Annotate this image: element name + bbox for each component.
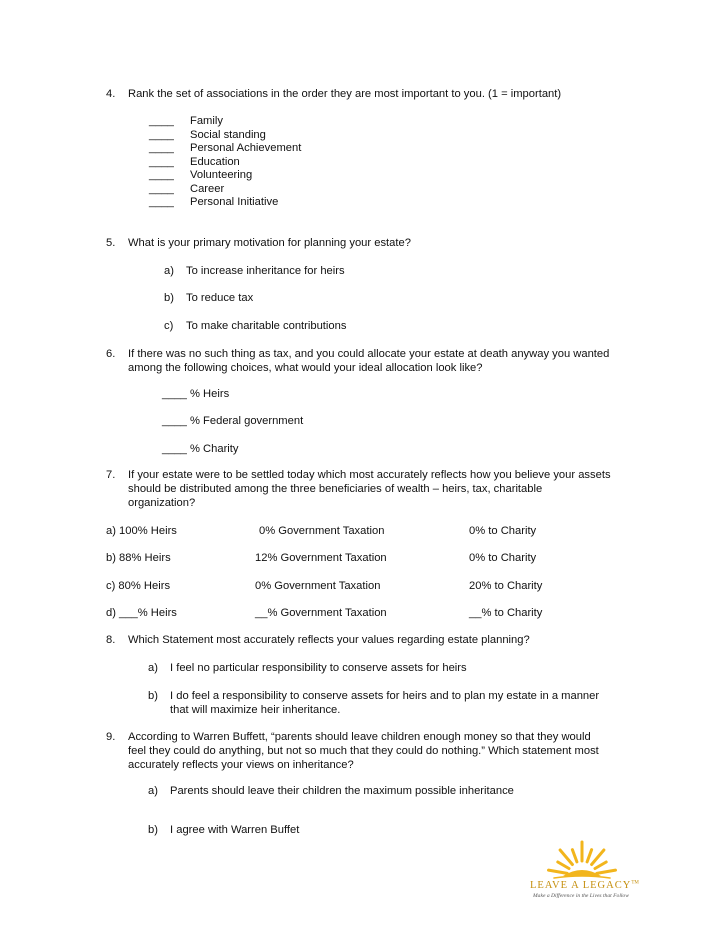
q7-row-charity: 0% to Charity [469, 552, 537, 564]
sun-ray [595, 862, 606, 869]
q7-row-heirs: b) 88% Heirs [106, 552, 171, 564]
sun-ray [592, 850, 604, 865]
q8-option-text-line1: I do feel a responsibility to conserve assets for heirs and to plan my estate in a manner [170, 690, 600, 702]
q9-text-line2: feel they could do anything, but not so much that they could do nothing.” Which statement most [128, 745, 599, 757]
q4-item-personal-achievement: Personal Achievement [190, 142, 302, 154]
q5-option-letter: a) [164, 265, 174, 277]
q4-item-volunteering: Volunteering [190, 169, 253, 181]
q7-row-heirs: d) ___% Heirs [106, 607, 177, 619]
q6-text-line1: If there was no such thing as tax, and you could allocate your estate at death anyway you wanted [128, 348, 610, 360]
q8-option-text-line2: that will maximize heir inheritance. [170, 704, 341, 716]
q7-row-charity: 20% to Charity [469, 580, 543, 592]
q7-row-charity: __% to Charity [469, 607, 543, 619]
q5-option-text: To make charitable contributions [186, 320, 347, 332]
q4-item-personal-initiative: Personal Initiative [190, 196, 279, 208]
q7-row-heirs: a) 100% Heirs [106, 525, 177, 537]
q4-blank: ____ [149, 128, 174, 141]
q4-blank: ____ [149, 182, 174, 195]
sun-icon [530, 836, 650, 882]
q4-item-career: Career [190, 182, 225, 195]
q5-number: 5. [106, 237, 116, 249]
sun-ray [587, 850, 592, 862]
q9-text-line1: According to Warren Buffett, “parents should leave children enough money so that they would [128, 731, 591, 743]
q5-option-letter: c) [164, 320, 174, 332]
q7-text-line1: If your estate were to be settled today which most accurately reflects how you believe your assets [128, 469, 611, 481]
sun-ray [560, 850, 572, 865]
q7-row-government: 0% Government Taxation [259, 525, 385, 537]
q6-allocation-charity: ____ % Charity [162, 443, 239, 455]
sun-ray [572, 850, 577, 862]
q4-text: Rank the set of associations in the order they are most important to you. (1 = important) [128, 88, 562, 100]
q8-text: Which Statement most accurately reflects your values regarding estate planning? [128, 634, 530, 646]
q5-option-text: To reduce tax [186, 292, 254, 304]
q8-option-letter: a) [148, 662, 158, 674]
q7-number: 7. [106, 469, 116, 481]
q6-text-line2: among the following choices, what would your ideal allocation look like? [128, 362, 483, 374]
q8-number: 8. [106, 634, 116, 646]
logo-tagline: Make a Difference in the Lives that Follow [533, 893, 629, 899]
q4-blank: ____ [149, 169, 174, 181]
q8-option-letter: b) [148, 690, 158, 702]
sun-ray [549, 870, 568, 873]
q7-row-government: __% Government Taxation [255, 607, 387, 619]
q7-row-government: 0% Government Taxation [255, 580, 381, 592]
leave-a-legacy-logo [530, 836, 650, 906]
q4-item-education: Education [190, 155, 240, 168]
q6-allocation-heirs: ____ % Heirs [162, 388, 230, 400]
q4-blank: ____ [149, 155, 174, 168]
q9-text-line3: accurately reflects your views on inheritance? [128, 759, 354, 771]
q9-option-letter: a) [148, 785, 158, 797]
q6-number: 6. [106, 348, 116, 360]
logo-title: LEAVE A LEGACY™ [530, 880, 639, 891]
q4-blank: ____ [149, 196, 174, 208]
q4-blank: ____ [149, 142, 174, 154]
q7-row-heirs: c) 80% Heirs [106, 580, 171, 592]
q6-allocation-federal-government: ____ % Federal government [162, 415, 304, 427]
q9-option-text: I agree with Warren Buffet [170, 824, 300, 836]
sun-ray [558, 862, 569, 869]
q7-row-charity: 0% to Charity [469, 525, 537, 537]
q5-text: What is your primary motivation for planning your estate? [128, 237, 411, 249]
q5-option-letter: b) [164, 292, 174, 304]
q4-item-family: Family [190, 115, 223, 127]
q9-option-text: Parents should leave their children the maximum possible inheritance [170, 785, 514, 797]
q5-option-text: To increase inheritance for heirs [186, 265, 345, 277]
q4-number: 4. [106, 88, 116, 100]
q9-option-letter: b) [148, 824, 158, 836]
q8-option-text: I feel no particular responsibility to conserve assets for heirs [170, 662, 467, 674]
q7-text-line2: should be distributed among the three beneficiaries of wealth – heirs, tax, charitable [128, 483, 543, 495]
sun-ray [597, 870, 616, 873]
q7-row-government: 12% Government Taxation [255, 552, 387, 564]
q4-item-social-standing: Social standing [190, 128, 266, 141]
q9-number: 9. [106, 731, 116, 743]
q4-blank: ____ [149, 115, 174, 127]
q7-text-line3: organization? [128, 497, 196, 509]
